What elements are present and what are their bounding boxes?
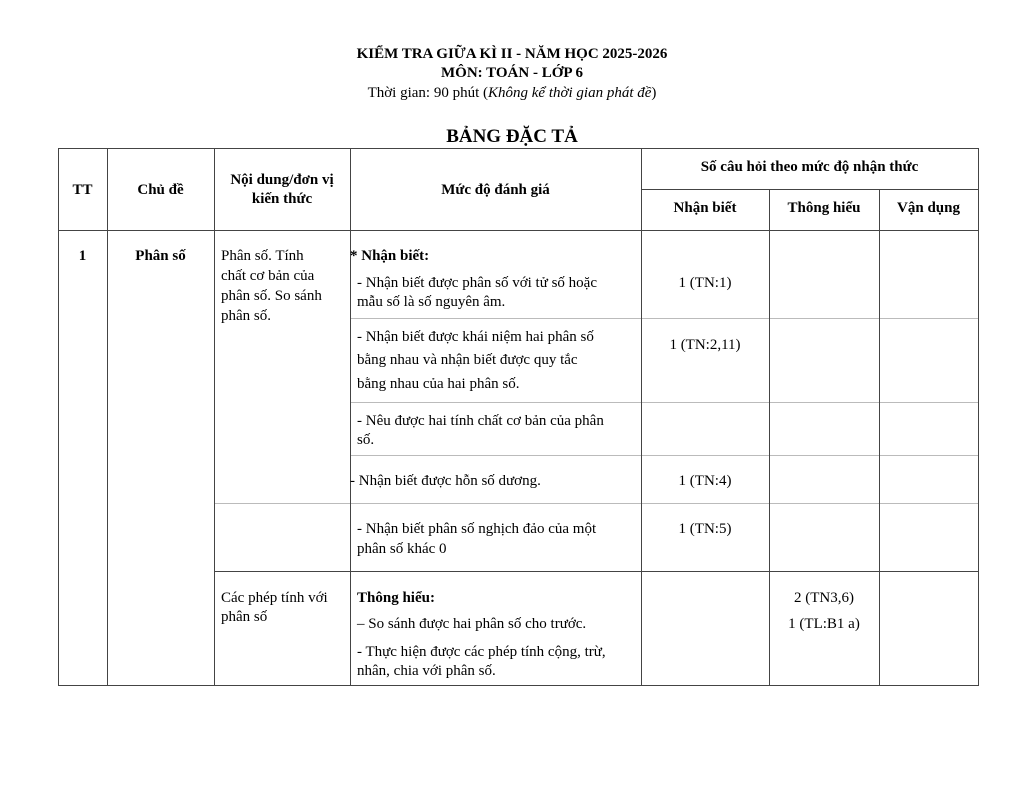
nb-item-1-line: mẫu số là số nguyên âm.	[357, 294, 506, 310]
rule	[350, 148, 351, 686]
rule	[58, 148, 59, 686]
rule	[879, 189, 880, 686]
col-header-content-1: Nội dung/đơn vị	[230, 172, 334, 188]
rule	[350, 318, 979, 319]
nb-item-1-line: - Nhận biết được phân số với tử số hoặc	[357, 275, 597, 291]
nb-item-3-line: - Nêu được hai tính chất cơ bản của phân	[357, 413, 604, 429]
nb-item-5-line: - Nhận biết phân số nghịch đảo của một	[357, 521, 597, 537]
content-1-line: chất cơ bản của	[221, 268, 315, 284]
nb-item-3-line: số.	[357, 432, 375, 448]
content-2-line: Các phép tính với	[221, 590, 328, 606]
header-line-1: KIỂM TRA GIỮA KÌ II - NĂM HỌC 2025-2026	[356, 46, 668, 62]
content-1-line: Phân số. Tính	[221, 248, 304, 264]
nb-item-5-line: phân số khác 0	[357, 541, 447, 557]
th-heading: Thông hiểu:	[357, 590, 435, 606]
rule	[58, 685, 979, 686]
nb-count: 1 (TN:5)	[678, 521, 732, 537]
rule	[769, 189, 770, 686]
rule	[58, 148, 979, 149]
rule	[350, 455, 979, 456]
nb-item-2-line: bằng nhau và nhận biết được quy tắc	[357, 352, 578, 368]
th-item-line: – So sánh được hai phân số cho trước.	[357, 616, 587, 632]
page-title: BẢNG ĐẶC TẢ	[446, 126, 578, 147]
th-count: 1 (TL:B1 a)	[788, 616, 860, 632]
col-header-content-2: kiến thức	[251, 191, 313, 207]
rule	[107, 148, 108, 686]
nb-count: 1 (TN:1)	[678, 275, 732, 291]
content-1-line: phân số.	[221, 308, 271, 324]
rule	[978, 148, 979, 686]
rule	[350, 402, 979, 403]
rule	[641, 189, 979, 190]
rule	[214, 503, 979, 504]
th-item-line: - Thực hiện được các phép tính cộng, trừ,	[357, 644, 606, 660]
col-header-level: Mức độ đánh giá	[441, 182, 550, 198]
time-suffix: )	[651, 85, 657, 101]
nb-item-2-line: - Nhận biết được khái niệm hai phân số	[357, 329, 594, 345]
header-line-2: MÔN: TOÁN - LỚP 6	[441, 65, 583, 81]
col-header-th: Thông hiểu	[787, 200, 861, 216]
rule	[641, 148, 642, 686]
nb-count: 1 (TN:4)	[678, 473, 732, 489]
time-note: Không kể thời gian phát đề	[488, 85, 652, 101]
nb-heading: * Nhận biết:	[350, 248, 430, 264]
time-prefix: Thời gian: 90 phút (	[367, 85, 488, 101]
rule	[214, 571, 979, 572]
rule	[214, 148, 215, 686]
col-header-topic: Chủ đề	[137, 182, 184, 198]
content-1-line: phân số. So sánh	[221, 288, 322, 304]
col-header-tt: TT	[72, 182, 93, 198]
nb-item-4-line: - Nhận biết được hỗn số dương.	[350, 473, 541, 489]
rule	[58, 230, 979, 231]
row-number: 1	[78, 248, 87, 264]
col-header-vd: Vận dụng	[897, 200, 960, 216]
th-count: 2 (TN3,6)	[794, 590, 854, 606]
content-2-line: phân số	[221, 609, 268, 625]
nb-count: 1 (TN:2,11)	[669, 337, 741, 353]
col-header-group: Số câu hỏi theo mức độ nhận thức	[700, 159, 919, 175]
col-header-nb: Nhận biết	[673, 200, 737, 216]
row-topic: Phân số	[135, 248, 186, 264]
nb-item-2-line: bằng nhau của hai phân số.	[357, 376, 520, 392]
th-item-line: nhân, chia với phân số.	[357, 663, 496, 679]
